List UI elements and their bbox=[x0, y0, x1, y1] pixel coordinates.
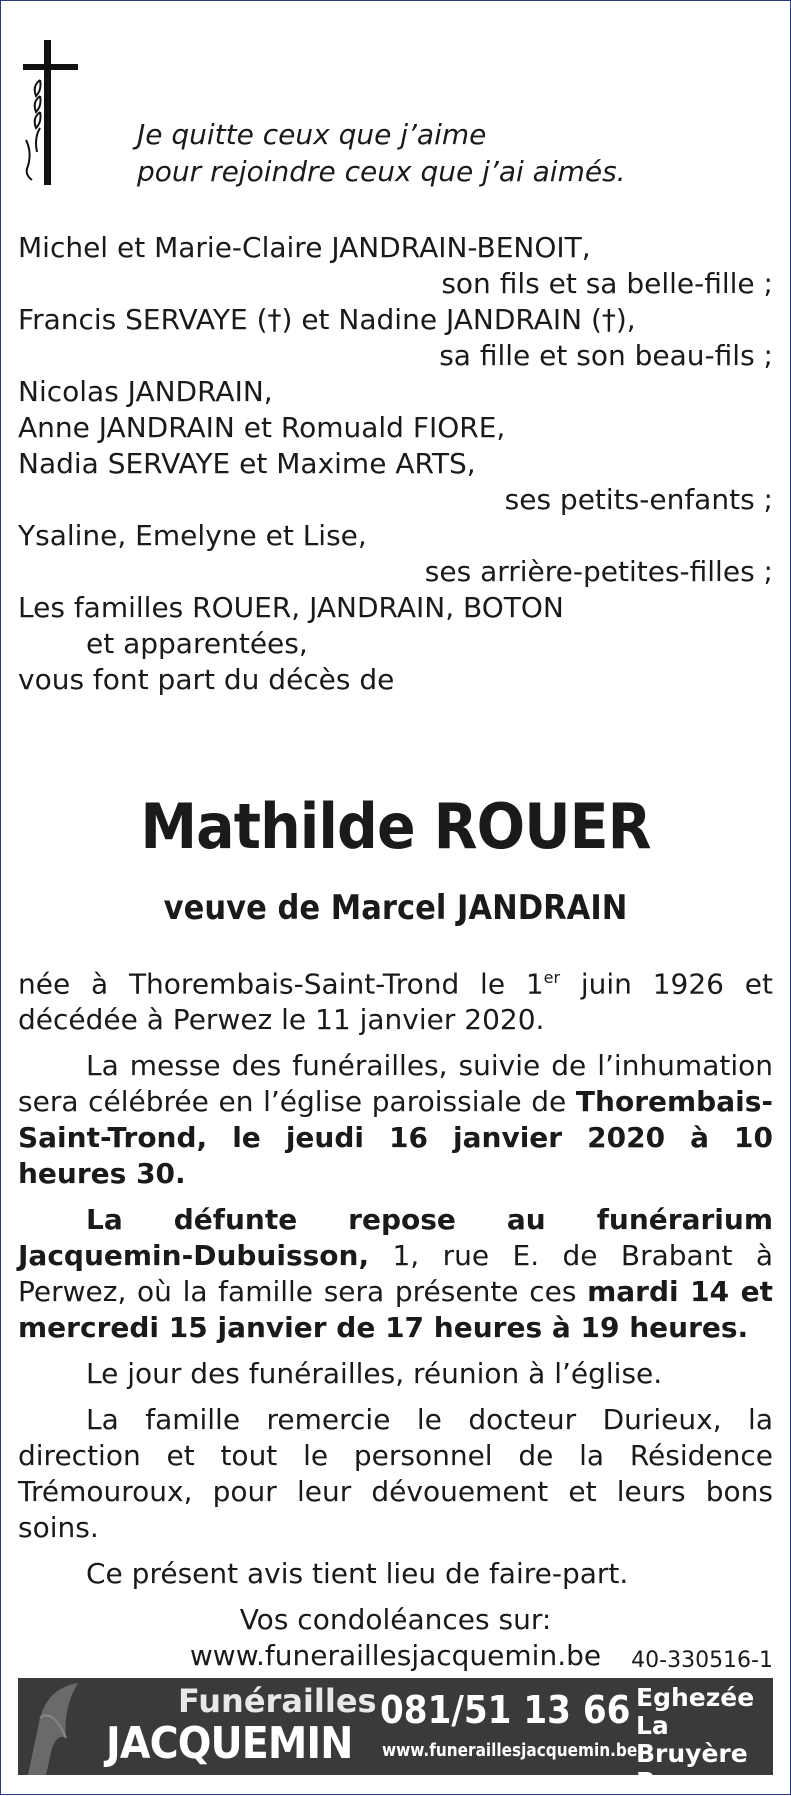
birth-death-paragraph: née à Thorembais-Saint-Trond le 1er juin 1926 et décédée à Perwez le 11 janvier 2020. bbox=[18, 967, 773, 1037]
town-item: La Bruyère bbox=[636, 1711, 748, 1768]
epitaph bbox=[137, 116, 626, 190]
brand-line2: JACQUEMIN bbox=[106, 1718, 353, 1769]
town-item: Perwez bbox=[636, 1767, 739, 1796]
thanks-paragraph: La famille remercie le docteur Durieux, la direction et tout le personnel de la Résidence Trémouroux, pour leur dévouement et leurs bons soins. bbox=[18, 1403, 773, 1545]
family-line: et apparentées, bbox=[86, 627, 308, 660]
reference-number: 40-330516-1 bbox=[631, 1648, 773, 1673]
family-list bbox=[18, 230, 773, 698]
website-link[interactable]: www.funeraillesjacquemin.be bbox=[382, 1740, 638, 1761]
town-item: Eghezée bbox=[636, 1683, 755, 1712]
announcement-line: vous font part du décès de bbox=[18, 663, 395, 696]
family-relation: son fils et sa belle-fille ; bbox=[441, 267, 773, 300]
family-line: Michel et Marie-Claire JANDRAIN-BENOIT, bbox=[18, 231, 591, 264]
mass-paragraph: La messe des funérailles, suivie de l’inhumation sera célébrée en l’église paroissiale de Thorembais-Saint-Trond, le jeudi 16 janvier 2020 à 10 heures 30. bbox=[18, 1049, 773, 1191]
family-relation: ses arrière-petites-filles ; bbox=[424, 555, 773, 588]
cross-wheat-icon bbox=[18, 40, 88, 185]
family-line: Les familles ROUER, JANDRAIN, BOTON bbox=[18, 591, 564, 624]
funeral-home-banner bbox=[18, 1678, 773, 1796]
brand-line1: Funérailles bbox=[178, 1682, 377, 1720]
epitaph-line: pour rejoindre ceux que j’ai aimés. bbox=[137, 155, 626, 188]
family-line: Anne JANDRAIN et Romuald FIORE, bbox=[18, 411, 506, 444]
family-relation: ses petits-enfants ; bbox=[504, 483, 773, 516]
town-list bbox=[636, 1684, 773, 1796]
family-line: Nadia SERVAYE et Maxime ARTS, bbox=[18, 447, 476, 480]
notice-details bbox=[18, 960, 773, 1674]
family-line: Francis SERVAYE (†) et Nadine JANDRAIN (†), bbox=[18, 303, 636, 336]
condolences-link[interactable]: www.funeraillesjacquemin.be bbox=[189, 1639, 602, 1673]
repose-paragraph: La défunte repose au funérarium Jacquemin-Dubuisson, 1, rue E. de Brabant à Perwez, où la famille sera présente ces mardi 14 et mercredi 15 janvier de 17 heures à 19 heures. bbox=[18, 1203, 773, 1345]
family-line: Ysaline, Emelyne et Lise, bbox=[18, 519, 367, 552]
phone-number[interactable]: 081/51 13 66 bbox=[380, 1688, 631, 1732]
epitaph-line: Je quitte ceux que j’aime bbox=[137, 118, 487, 151]
calla-lily-icon bbox=[18, 1678, 118, 1775]
deceased-name: Mathilde ROUER bbox=[140, 790, 651, 863]
widow-of: veuve de Marcel JANDRAIN bbox=[163, 888, 628, 928]
notice-paragraph: Ce présent avis tient lieu de faire-part. bbox=[86, 1557, 629, 1591]
condolences-label: Vos condoléances sur: bbox=[239, 1603, 552, 1637]
family-line: Nicolas JANDRAIN, bbox=[18, 375, 273, 408]
family-relation: sa fille et son beau-fils ; bbox=[439, 339, 773, 372]
reunion-paragraph: Le jour des funérailles, réunion à l’église. bbox=[86, 1357, 663, 1391]
